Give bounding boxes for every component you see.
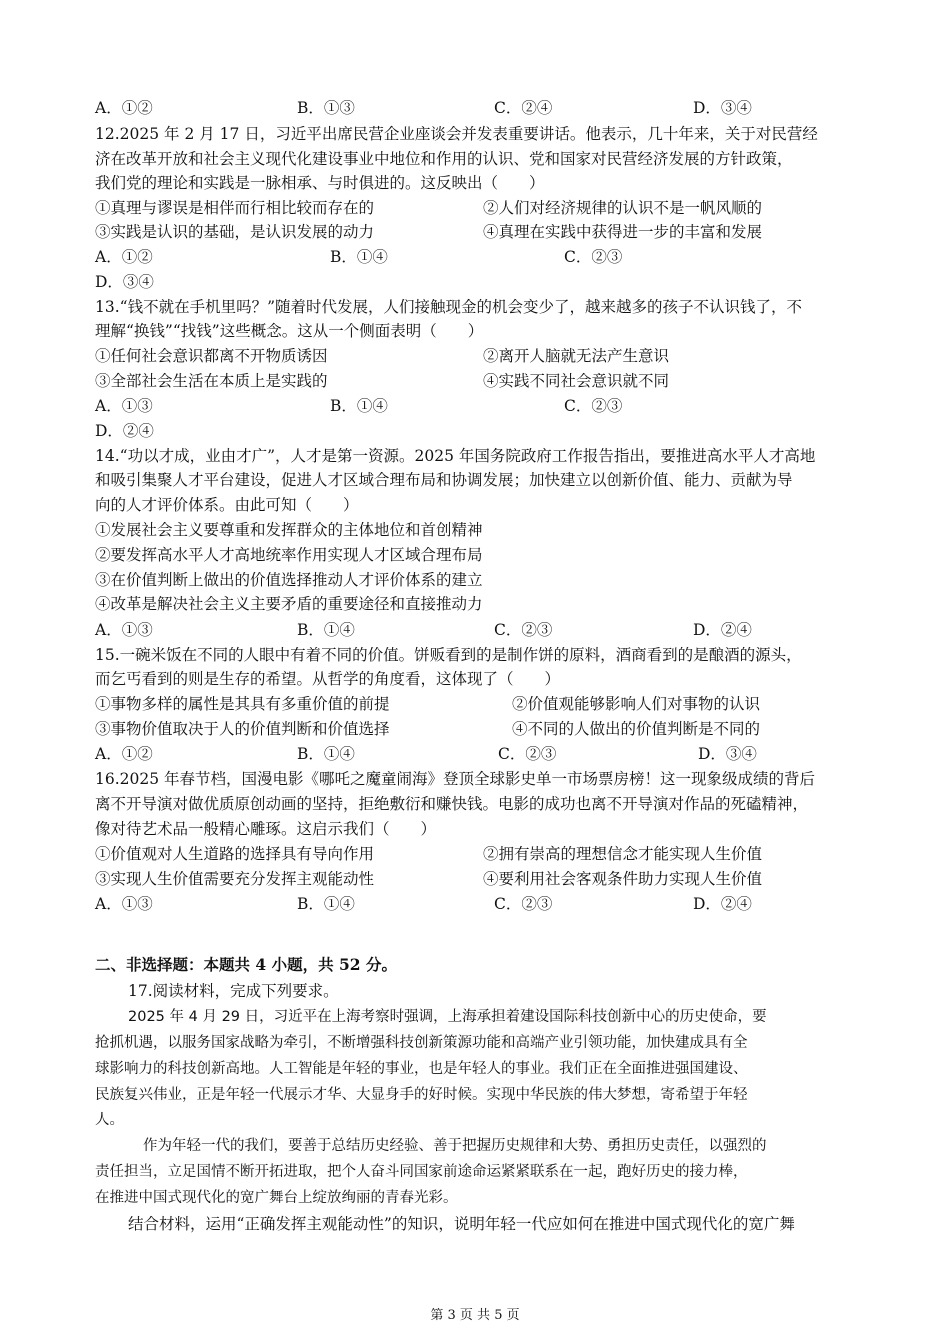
q11-option-b: B．①③ bbox=[297, 99, 355, 117]
q14-statement-2: ②要发挥高水平人才高地统率作用实现人才区域合理布局 bbox=[95, 546, 483, 564]
q12-statement-4: ④真理在实践中获得进一步的丰富和发展 bbox=[483, 223, 763, 241]
q13-option-b: B．①④ bbox=[330, 397, 388, 415]
q15-option-a: A．①② bbox=[95, 745, 153, 763]
q11-option-d: D．③④ bbox=[693, 99, 752, 117]
q14-stem-line: 14.“功以才成，业由才广”，人才是第一资源。2025 年国务院政府工作报告指出，要推进高水平人才高地 bbox=[95, 447, 816, 465]
q13-statement-2: ②离开人脑就无法产生意识 bbox=[483, 347, 670, 365]
q15-statement-1: ①事物多样的属性是其具有多重价值的前提 bbox=[95, 695, 390, 713]
q15-option-c: C．②③ bbox=[498, 745, 557, 763]
q16-statement-3: ③实现人生价值需要充分发挥主观能动性 bbox=[95, 870, 375, 888]
q11-option-a: A．①② bbox=[95, 99, 153, 117]
q15-stem-line: 15.一碗米饭在不同的人眼中有着不同的价值。饼贩看到的是制作饼的原料，酒商看到的是酿酒的源头， bbox=[95, 646, 802, 664]
q12-statement-2: ②人们对经济规律的认识不是一帆风顺的 bbox=[483, 199, 763, 217]
q14-option-d: D．②④ bbox=[693, 621, 752, 639]
q14-option-c: C．②③ bbox=[494, 621, 553, 639]
q17-material-line: 2025 年 4 月 29 日，习近平在上海考察时强调，上海承担着建设国际科技创新中心的历史使命，要 bbox=[128, 1009, 767, 1025]
q13-option-a: A．①③ bbox=[95, 397, 153, 415]
q14-statement-3: ③在价值判断上做出的价值选择推动人才评价体系的建立 bbox=[95, 571, 483, 589]
q12-stem-line: 12.2025 年 2 月 17 日，习近平出席民营企业座谈会并发表重要讲话。他表示，几十年来，关于对民营经 bbox=[95, 125, 818, 143]
q16-option-b: B．①④ bbox=[297, 895, 355, 913]
q15-option-d: D．③④ bbox=[698, 745, 757, 763]
section-heading: 二、非选择题：本题共 4 小题，共 52 分。 bbox=[95, 955, 397, 974]
q12-stem-line: 我们党的理论和实践是一脉相承、与时俱进的。这反映出（ ） bbox=[95, 174, 545, 192]
q17-material-line: 人。 bbox=[95, 1112, 124, 1128]
q12-option-b: B．①④ bbox=[330, 248, 388, 266]
q15-statement-3: ③事物价值取决于人的价值判断和价值选择 bbox=[95, 720, 390, 738]
q16-statement-4: ④要利用社会客观条件助力实现人生价值 bbox=[483, 870, 763, 888]
q14-option-a: A．①③ bbox=[95, 621, 153, 639]
q15-statement-2: ②价值观能够影响人们对事物的认识 bbox=[512, 695, 761, 713]
q14-statement-1: ①发展社会主义要尊重和发挥群众的主体地位和首创精神 bbox=[95, 521, 483, 539]
q14-option-b: B．①④ bbox=[297, 621, 355, 639]
q16-option-a: A．①③ bbox=[95, 895, 153, 913]
q17-intro: 17.阅读材料，完成下列要求。 bbox=[128, 982, 339, 1000]
q14-statement-4: ④改革是解决社会主义主要矛盾的重要途径和直接推动力 bbox=[95, 595, 483, 613]
q17-material-line: 在推进中国式现代化的宽广舞台上绽放绚丽的青春光彩。 bbox=[95, 1190, 458, 1206]
q16-stem-line: 像对待艺术品一般精心雕琢。这启示我们（ ） bbox=[95, 820, 437, 838]
q17-material-line: 作为年轻一代的我们，要善于总结历史经验、善于把握历史规律和大势、勇担历史责任，以强烈的 bbox=[143, 1138, 767, 1154]
q12-option-c: C．②③ bbox=[564, 248, 623, 266]
q17-question: 结合材料，运用“正确发挥主观能动性”的知识，说明年轻一代应如何在推进中国式现代化的宽广舞 bbox=[128, 1215, 795, 1233]
q12-option-a: A．①② bbox=[95, 248, 153, 266]
q16-option-c: C．②③ bbox=[494, 895, 553, 913]
q13-statement-1: ①任何社会意识都离不开物质诱因 bbox=[95, 347, 328, 365]
q13-statement-3: ③全部社会生活在本质上是实践的 bbox=[95, 372, 328, 390]
q14-stem-line: 向的人才评价体系。由此可知（ ） bbox=[95, 496, 359, 514]
q12-stem-line: 济在改革开放和社会主义现代化建设事业中地位和作用的认识、党和国家对民营经济发展的方针政策， bbox=[95, 150, 793, 168]
q12-statement-1: ①真理与谬误是相伴而行相比较而存在的 bbox=[95, 199, 375, 217]
q15-stem-line: 而乞丐看到的则是生存的希望。从哲学的角度看，这体现了（ ） bbox=[95, 670, 561, 688]
q13-option-d: D．②④ bbox=[95, 422, 154, 440]
q17-material-line: 抢抓机遇，以服务国家战略为牵引，不断增强科技创新策源功能和高端产业引领功能，加快建成具有全 bbox=[95, 1035, 748, 1051]
q13-stem-line: 理解“换钱”“找钱”这些概念。这从一个侧面表明（ ） bbox=[95, 322, 484, 340]
q13-option-c: C．②③ bbox=[564, 397, 623, 415]
q14-stem-line: 和吸引集聚人才平台建设，促进人才区域合理布局和协调发展；加快建立以创新价值、能力、贡献为导 bbox=[95, 471, 793, 489]
q11-option-c: C．②④ bbox=[494, 99, 553, 117]
q16-stem-line: 离不开导演对做优质原创动画的坚持，拒绝敷衍和赚快钱。电影的成功也离不开导演对作品的死磕精神， bbox=[95, 795, 809, 813]
q12-statement-3: ③实践是认识的基础，是认识发展的动力 bbox=[95, 223, 375, 241]
q12-option-d: D．③④ bbox=[95, 273, 154, 291]
q13-stem-line: 13.“钱不就在手机里吗？”随着时代发展，人们接触现金的机会变少了，越来越多的孩子不认识钱了，不 bbox=[95, 298, 803, 316]
page-footer: 第 3 页 共 5 页 bbox=[430, 1308, 520, 1323]
q16-stem-line: 16.2025 年春节档，国漫电影《哪吒之魔童闹海》登顶全球影史单一市场票房榜！这一现象级成绩的背后 bbox=[95, 770, 816, 788]
q16-statement-1: ①价值观对人生道路的选择具有导向作用 bbox=[95, 845, 375, 863]
q13-statement-4: ④实践不同社会意识就不同 bbox=[483, 372, 670, 390]
q16-statement-2: ②拥有崇高的理想信念才能实现人生价值 bbox=[483, 845, 763, 863]
q17-material-line: 球影响力的科技创新高地。人工智能是年轻的事业，也是年轻人的事业。我们正在全面推进强国建设、 bbox=[95, 1061, 748, 1077]
q17-material-line: 民族复兴伟业，正是年轻一代展示才华、大显身手的好时候。实现中华民族的伟大梦想，寄希望于年轻 bbox=[95, 1087, 748, 1103]
q15-statement-4: ④不同的人做出的价值判断是不同的 bbox=[512, 720, 761, 738]
q17-material-line: 责任担当，立足国情不断开拓进取，把个人奋斗同国家前途命运紧紧联系在一起，跑好历史的接力棒， bbox=[95, 1164, 748, 1180]
q15-option-b: B．①④ bbox=[297, 745, 355, 763]
q16-option-d: D．②④ bbox=[693, 895, 752, 913]
